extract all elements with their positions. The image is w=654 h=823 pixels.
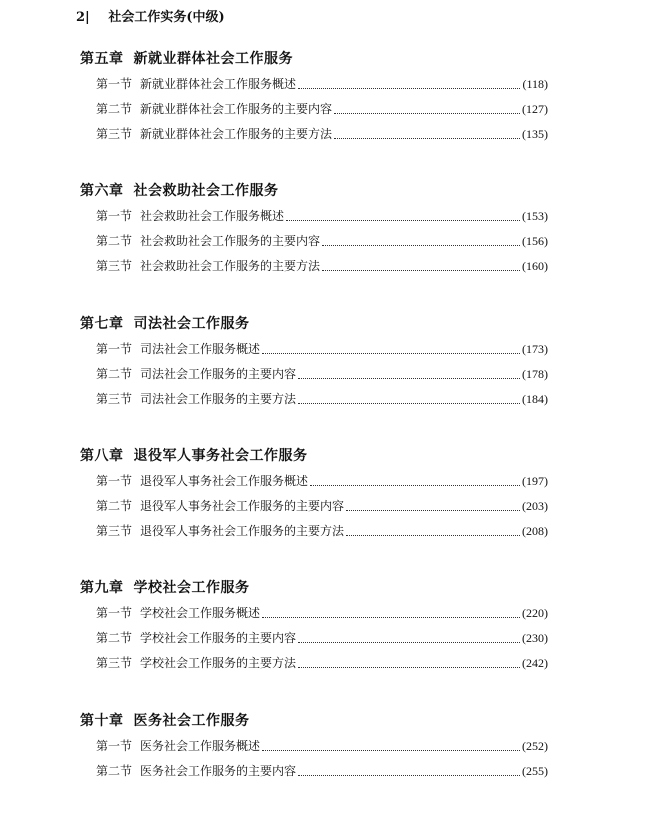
section-page: (127)	[522, 102, 548, 116]
section-page: (242)	[522, 656, 548, 670]
chapter-label: 第七章	[80, 316, 124, 332]
section-page: (184)	[522, 392, 548, 406]
toc-entry[interactable]	[96, 738, 548, 754]
toc-entry[interactable]	[96, 101, 548, 117]
chapter-title[interactable]	[80, 710, 250, 730]
section-label: 第三节	[96, 392, 133, 406]
section-page: (178)	[522, 367, 548, 381]
section-title: 社会救助社会工作服务的主要方法	[140, 259, 321, 273]
dot-leader	[334, 113, 520, 114]
dot-leader	[346, 510, 520, 511]
section-page: (252)	[522, 739, 548, 753]
section-label: 第三节	[96, 524, 133, 538]
chapter-title[interactable]	[80, 180, 279, 200]
chapter-name: 新就业群体社会工作服务	[133, 51, 293, 67]
section-label: 第二节	[96, 764, 133, 778]
section-title: 退役军人事务社会工作服务的主要内容	[140, 499, 345, 513]
chapter-label: 第五章	[80, 51, 124, 67]
toc-entry[interactable]	[96, 655, 548, 671]
toc-entry[interactable]	[96, 208, 548, 224]
section-page: (135)	[522, 127, 548, 141]
toc-entry[interactable]	[96, 605, 548, 621]
book-title: 社会工作实务(中级)	[108, 10, 225, 25]
section-page: (230)	[522, 631, 548, 645]
dot-leader	[298, 403, 520, 404]
chapter-title[interactable]	[80, 313, 250, 333]
toc-entry[interactable]	[96, 126, 548, 142]
section-page: (255)	[522, 764, 548, 778]
section-title: 医务社会工作服务的主要内容	[140, 764, 297, 778]
section-page: (197)	[522, 474, 548, 488]
chapter-name: 社会救助社会工作服务	[133, 183, 279, 199]
section-label: 第一节	[96, 77, 133, 91]
chapter-label: 第八章	[80, 448, 124, 464]
section-title: 司法社会工作服务的主要内容	[140, 367, 297, 381]
dot-leader	[322, 270, 520, 271]
section-title: 社会救助社会工作服务概述	[140, 209, 285, 223]
section-page: (203)	[522, 499, 548, 513]
section-title: 新就业群体社会工作服务的主要内容	[140, 102, 333, 116]
page-header	[76, 6, 225, 25]
section-page: (160)	[522, 259, 548, 273]
section-page: (220)	[522, 606, 548, 620]
chapter-title[interactable]	[80, 48, 293, 68]
toc-entry[interactable]	[96, 498, 548, 514]
section-title: 学校社会工作服务的主要方法	[140, 656, 297, 670]
dot-leader	[298, 378, 520, 379]
section-label: 第二节	[96, 234, 133, 248]
dot-leader	[262, 353, 520, 354]
chapter-name: 医务社会工作服务	[133, 713, 250, 729]
dot-leader	[262, 750, 520, 751]
dot-leader	[286, 220, 520, 221]
chapter-title[interactable]	[80, 577, 250, 597]
dot-leader	[310, 485, 520, 486]
chapter-title[interactable]	[80, 445, 308, 465]
toc-entry[interactable]	[96, 391, 548, 407]
section-page: (118)	[522, 77, 548, 91]
section-label: 第一节	[96, 739, 133, 753]
section-label: 第三节	[96, 127, 133, 141]
section-page: (208)	[522, 524, 548, 538]
chapter-name: 司法社会工作服务	[133, 316, 250, 332]
section-title: 司法社会工作服务的主要方法	[140, 392, 297, 406]
section-label: 第三节	[96, 259, 133, 273]
toc-entry[interactable]	[96, 258, 548, 274]
dot-leader	[298, 667, 520, 668]
section-label: 第一节	[96, 209, 133, 223]
section-page: (153)	[522, 209, 548, 223]
section-page: (173)	[522, 342, 548, 356]
toc-entry[interactable]	[96, 341, 548, 357]
dot-leader	[298, 88, 520, 89]
section-title: 退役军人事务社会工作服务概述	[140, 474, 309, 488]
dot-leader	[298, 642, 520, 643]
section-title: 退役军人事务社会工作服务的主要方法	[140, 524, 345, 538]
section-title: 社会救助社会工作服务的主要内容	[140, 234, 321, 248]
toc-entry[interactable]	[96, 76, 548, 92]
section-title: 学校社会工作服务概述	[140, 606, 261, 620]
section-title: 新就业群体社会工作服务概述	[140, 77, 297, 91]
chapter-label: 第九章	[80, 580, 124, 596]
section-title: 医务社会工作服务概述	[140, 739, 261, 753]
toc-entry[interactable]	[96, 763, 548, 779]
dot-leader	[346, 535, 520, 536]
toc-entry[interactable]	[96, 233, 548, 249]
dot-leader	[322, 245, 520, 246]
section-label: 第二节	[96, 367, 133, 381]
chapter-name: 退役军人事务社会工作服务	[133, 448, 308, 464]
section-label: 第一节	[96, 606, 133, 620]
section-title: 新就业群体社会工作服务的主要方法	[140, 127, 333, 141]
page-number: 2|	[76, 10, 90, 25]
section-title: 司法社会工作服务概述	[140, 342, 261, 356]
section-label: 第二节	[96, 631, 133, 645]
toc-entry[interactable]	[96, 523, 548, 539]
toc-entry[interactable]	[96, 473, 548, 489]
toc-entry[interactable]	[96, 366, 548, 382]
section-label: 第一节	[96, 342, 133, 356]
chapter-label: 第六章	[80, 183, 124, 199]
section-page: (156)	[522, 234, 548, 248]
section-label: 第二节	[96, 102, 133, 116]
section-label: 第一节	[96, 474, 133, 488]
section-label: 第二节	[96, 499, 133, 513]
section-label: 第三节	[96, 656, 133, 670]
chapter-label: 第十章	[80, 713, 124, 729]
section-title: 学校社会工作服务的主要内容	[140, 631, 297, 645]
dot-leader	[334, 138, 520, 139]
dot-leader	[298, 775, 520, 776]
chapter-name: 学校社会工作服务	[133, 580, 250, 596]
toc-entry[interactable]	[96, 630, 548, 646]
dot-leader	[262, 617, 520, 618]
